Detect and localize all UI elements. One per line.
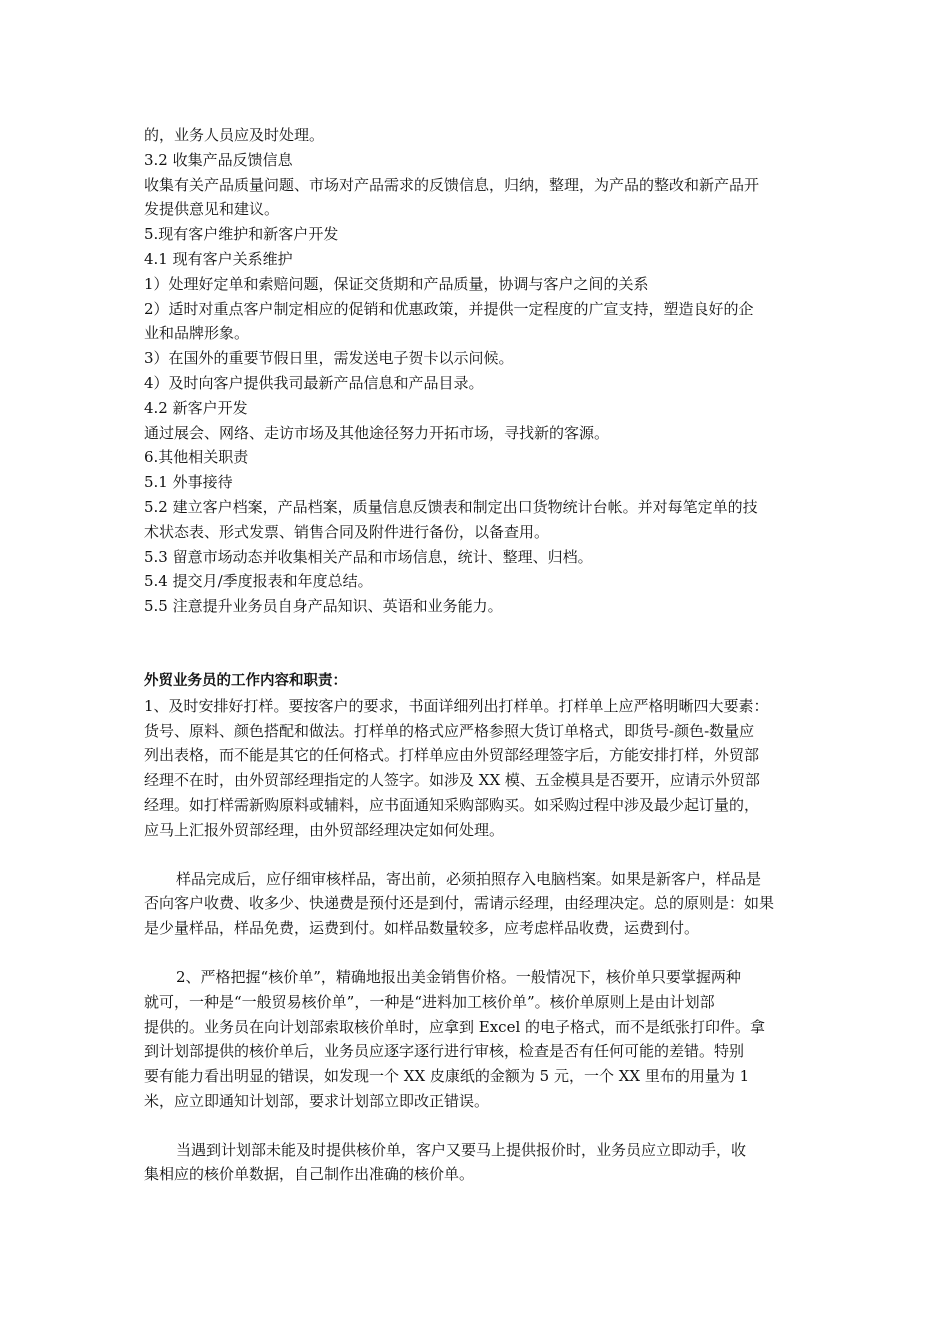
- section-duties-continued: [144, 123, 810, 619]
- text-line: 米，应立即通知计划部，要求计划部立即改正错误。: [144, 1091, 490, 1110]
- list-item: 5.2 建立客户档案，产品档案，质量信息反馈表和制定出口货物统计台帐。并对每笔定单的技: [144, 497, 758, 516]
- paragraph-self-pricing: [144, 1138, 810, 1188]
- list-item: 3）在国外的重要节假日里，需发送电子贺卡以示问候。: [144, 349, 514, 368]
- text-line: 到计划部提供的核价单后，业务员应逐字逐行进行审核，检查是否有任何可能的差错。特别: [144, 1042, 745, 1061]
- spacer: [144, 619, 810, 669]
- list-item: 5.1 外事接待: [144, 473, 233, 492]
- spacer: [144, 843, 810, 867]
- text-line: 发提供意见和建议。: [144, 200, 280, 219]
- list-item: 2）适时对重点客户制定相应的促销和优惠政策，并提供一定程度的广宣支持，塑造良好的企: [144, 299, 754, 318]
- heading-customer-maintenance: 5.现有客户维护和新客户开发: [144, 225, 339, 244]
- text-line: 经理。如打样需新购原料或辅料，应书面通知采购部购买。如采购过程中涉及最少起订量的，: [144, 795, 760, 814]
- text-line: 当遇到计划部未能及时提供核价单，客户又要马上提供报价时，业务员应立即动手，收: [176, 1140, 747, 1159]
- document-page: [144, 123, 810, 1187]
- spacer: [144, 941, 810, 965]
- text-line: 要有能力看出明显的错误，如发现一个 XX 皮康纸的金额为 5 元，一个 XX 里布的用量为 1: [144, 1067, 750, 1086]
- paragraph-pricing-sheet: [144, 965, 810, 1114]
- paragraph-sampling: [144, 694, 810, 843]
- text-line: 收集有关产品质量问题、市场对产品需求的反馈信息，归纳，整理，为产品的整改和新产品开: [144, 175, 760, 194]
- subheading-feedback: 3.2 收集产品反馈信息: [144, 150, 293, 169]
- text-line: 样品完成后，应仔细审核样品，寄出前，必须拍照存入电脑档案。如果是新客户，样品是: [176, 869, 762, 888]
- text-line: 应马上汇报外贸部经理，由外贸部经理决定如何处理。: [144, 820, 505, 839]
- text-line: 是少量样品，样品免费，运费到付。如样品数量较多，应考虑样品收费，运费到付。: [144, 919, 700, 938]
- text-line: 经理不在时，由外贸部经理指定的人签字。如涉及 XX 模、五金模具是否要开，应请示外贸部: [144, 771, 760, 790]
- paragraph-sample-review: [144, 867, 810, 941]
- list-item: 4）及时向客户提供我司最新产品信息和产品目录。: [144, 373, 484, 392]
- subheading-new-customers: 4.2 新客户开发: [144, 398, 248, 417]
- list-item: 5.3 留意市场动态并收集相关产品和市场信息，统计、整理、归档。: [144, 547, 593, 566]
- list-item: 5.5 注意提升业务员自身产品知识、英语和业务能力。: [144, 597, 503, 616]
- text-line: 货号、原料、颜色搭配和做法。打样单的格式应严格参照大货订单格式，即货号-颜色-数量应: [144, 721, 755, 740]
- text-line: 的，业务人员应及时处理。: [144, 126, 325, 144]
- heading-other-duties: 6.其他相关职责: [144, 448, 249, 467]
- text-line: 列出表格，而不能是其它的任何格式。打样单应由外贸部经理签字后，方能安排打样，外贸部: [144, 746, 760, 765]
- text-line: 集相应的核价单数据，自己制作出准确的核价单。: [144, 1165, 475, 1184]
- text-line: 2、严格把握“核价单”，精确地报出美金销售价格。一般情况下，核价单只要掌握两种: [176, 967, 741, 986]
- text-line: 业和品牌形象。: [144, 324, 250, 343]
- text-line: 否向客户收费、收多少、快递费是预付还是到付，需请示经理，由经理决定。总的原则是：如果: [144, 894, 775, 913]
- list-item: 5.4 提交月/季度报表和年度总结。: [144, 572, 373, 591]
- text-line: 1、及时安排好打样。要按客户的要求，书面详细列出打样单。打样单上应严格明晰四大要素：: [144, 696, 769, 715]
- section-heading: 外贸业务员的工作内容和职责：: [144, 672, 347, 689]
- text-line: 通过展会、网络、走访市场及其他途径努力开拓市场，寻找新的客源。: [144, 423, 610, 442]
- text-line: 提供的。业务员在向计划部索取核价单时，应拿到 Excel 的电子格式，而不是纸张打印件。拿: [144, 1017, 766, 1036]
- spacer: [144, 1114, 810, 1138]
- list-item: 1）处理好定单和索赔问题，保证交货期和产品质量，协调与客户之间的关系: [144, 274, 649, 293]
- text-line: 就可，一种是“一般贸易核价单”，一种是“进料加工核价单”。核价单原则上是由计划部: [144, 992, 715, 1011]
- subheading-existing-customers: 4.1 现有客户关系维护: [144, 249, 293, 268]
- text-line: 术状态表、形式发票、销售合同及附件进行备份，以备查用。: [144, 522, 550, 541]
- section-foreign-trade-duties: [144, 669, 810, 1187]
